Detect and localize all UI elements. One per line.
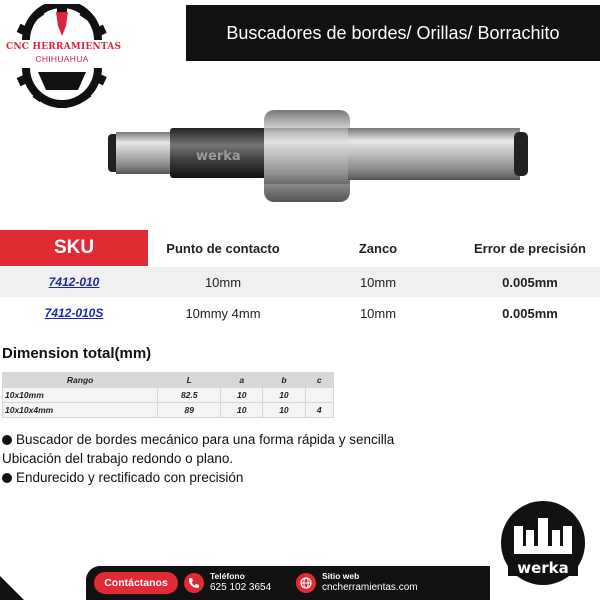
dim-cell: 82.5: [158, 388, 221, 403]
dimension-title: Dimension total(mm): [2, 345, 152, 362]
dim-header: Rango: [3, 373, 158, 388]
engraving-text: werka: [196, 149, 241, 164]
sku-link[interactable]: 7412-010S: [44, 306, 104, 320]
cell-precision: 0.005mm: [502, 305, 558, 321]
dim-header: b: [263, 373, 305, 388]
contact-button[interactable]: Contáctanos: [94, 572, 178, 594]
dim-cell: 4: [305, 403, 333, 418]
feature-bullet: [2, 432, 394, 447]
cell-contact: 10mm: [204, 274, 242, 290]
edge-finder-image: [100, 98, 540, 218]
dim-cell: 89: [158, 403, 221, 418]
dimension-header-row: [3, 373, 334, 388]
phone-label: Teléfono: [210, 571, 245, 581]
werka-w-icon: [500, 500, 586, 594]
sku-link[interactable]: 7412-010: [48, 275, 100, 289]
dim-cell: [305, 388, 333, 403]
dim-cell: 10: [221, 403, 263, 418]
dimension-table: [2, 372, 334, 418]
feature-bullet-continued: Ubicación del trabajo redondo o plano.: [2, 451, 234, 466]
dimension-row: [3, 403, 334, 418]
product-table: [0, 230, 600, 330]
dim-cell: 10x10mm: [3, 388, 158, 403]
web-label: Sitio web: [322, 571, 360, 581]
phone-icon: [184, 573, 204, 593]
dim-cell: 10: [263, 403, 305, 418]
logo-text-primary: CNC HERRAMIENTAS: [6, 42, 122, 52]
header-sku: SKU: [0, 230, 148, 266]
web-value[interactable]: cncherramientas.com: [322, 582, 418, 593]
dimension-row: [3, 388, 334, 403]
cell-contact: 10mmy 4mm: [185, 305, 261, 321]
page-title: Buscadores de bordes/ Orillas/ Borrachito: [186, 5, 600, 61]
bullet-text: Buscador de bordes mecánico para una forma rápida y sencilla: [16, 432, 395, 447]
logo-text-secondary: CHIHUAHUA: [35, 54, 89, 64]
phone-value[interactable]: 625 102 3654: [210, 582, 272, 593]
bullet-dot-icon: [2, 435, 12, 445]
cell-shank: 10mm: [359, 305, 397, 321]
cell-precision: 0.005mm: [502, 274, 558, 290]
header-shank: Zanco: [358, 240, 398, 256]
dim-header: a: [221, 373, 263, 388]
header-precision: Error de precisión: [474, 240, 586, 256]
dim-cell: 10: [221, 388, 263, 403]
cell-shank: 10mm: [359, 274, 397, 290]
dim-cell: 10: [263, 388, 305, 403]
dim-header: L: [158, 373, 221, 388]
feature-bullet: [2, 470, 243, 485]
header-contact: Punto de contacto: [166, 240, 280, 256]
table-row[interactable]: [0, 298, 148, 328]
werka-brand-text: werka: [517, 559, 569, 577]
dim-header: c: [305, 373, 333, 388]
corner-decoration: [0, 576, 24, 600]
bullet-dot-icon: [2, 473, 12, 483]
dim-cell: 10x10x4mm: [3, 403, 158, 418]
bullet-text: Endurecido y rectificado con precisión: [16, 470, 244, 485]
company-logo: [6, 4, 122, 108]
globe-icon: [296, 573, 316, 593]
table-row[interactable]: [0, 267, 148, 297]
